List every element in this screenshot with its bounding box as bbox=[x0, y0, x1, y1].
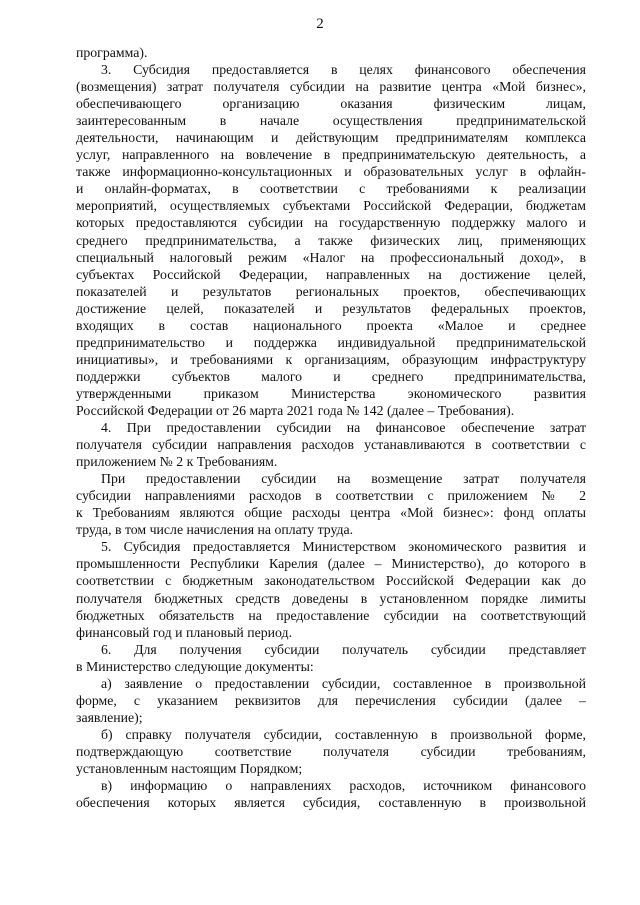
text-line: промышленности Республики Карелия (далее – Министерство), до которого в bbox=[76, 556, 586, 572]
text-line: бюджетных обязательств на предоставление субсидии на соответствующий bbox=[76, 607, 586, 623]
text-line: среднего предпринимательства, а также физических лиц, применяющих bbox=[76, 232, 586, 248]
paragraph bbox=[76, 675, 586, 726]
text-line: соответствии с бюджетным законодательством Российской Федерации как до bbox=[76, 573, 586, 589]
paragraph bbox=[76, 419, 586, 470]
paragraph bbox=[76, 538, 586, 640]
text-line: специальный налоговый режим «Налог на профессиональный доход», в bbox=[76, 249, 586, 265]
text-line: получателя бюджетных средств доведены в установленном порядке лимиты bbox=[76, 590, 586, 606]
text-line: Российской Федерации от 26 марта 2021 года № 142 (далее – Требования). bbox=[76, 402, 515, 418]
text-line: также информационно-консультационных и образовательных услуг в офлайн- bbox=[76, 164, 586, 180]
text-line: получателя субсидии направления расходов устанавливаются в соответствии с bbox=[76, 437, 586, 453]
page-number: 2 bbox=[316, 16, 324, 32]
text-line: обеспечения которых является субсидия, составленную в произвольной bbox=[76, 795, 586, 811]
text-line: входящих в состав национального проекта «Малое и среднее bbox=[76, 317, 586, 333]
text-line: инициативы», и требованиями к организациям, образующим инфраструктуру bbox=[76, 351, 586, 367]
text-line: 3. Субсидия предоставляется в целях финансового обеспечения bbox=[101, 62, 586, 78]
text-line: приложением № 2 к Требованиям. bbox=[76, 454, 278, 470]
text-line: услуг, направленного на вовлечение в предпринимательскую деятельность, а bbox=[76, 147, 586, 163]
text-line: достижение целей, показателей и результатов федеральных проектов, bbox=[76, 300, 586, 316]
text-line: б) справку получателя субсидии, составленную в произвольной форме, bbox=[101, 726, 586, 742]
text-line: программа). bbox=[76, 45, 148, 60]
text-line: 5. Субсидия предоставляется Министерством экономического развития и bbox=[101, 539, 586, 555]
text-line: подтверждающую соответствие получателя субсидии требованиям, bbox=[76, 743, 586, 759]
paragraph bbox=[76, 61, 586, 419]
text-line: труда, в том числе начисления на оплату труда. bbox=[76, 522, 354, 538]
paragraph bbox=[76, 726, 586, 777]
text-line: утвержденными приказом Министерства экономического развития bbox=[76, 385, 586, 401]
paragraph bbox=[76, 641, 586, 675]
text-line: заявление); bbox=[76, 709, 143, 725]
text-line: заинтересованным в начале осуществления предпринимательской bbox=[76, 113, 586, 129]
text-line: а) заявление о предоставлении субсидии, составленное в произвольной bbox=[101, 675, 586, 691]
text-line: предпринимательство и поддержка индивидуальной предпринимательской bbox=[76, 334, 586, 350]
text-line: финансовый год и плановый период. bbox=[76, 624, 293, 640]
text-line: субъектах Российской Федерации, направленных на достижение целей, bbox=[76, 266, 586, 282]
text-line: которых предоставляются субсидии на государственную поддержку малого и bbox=[76, 215, 586, 231]
text-line: 4. При предоставлении субсидии на финансовое обеспечение затрат bbox=[101, 420, 586, 436]
text-line: в Министерство следующие документы: bbox=[76, 658, 314, 674]
text-line: и онлайн-форматах, в соответствии с требованиями к реализации bbox=[76, 181, 586, 197]
text-line: (возмещения) затрат получателя субсидии на развитие центра «Мой бизнес», bbox=[76, 79, 586, 95]
text-line: 6. Для получения субсидии получатель субсидии представляет bbox=[101, 641, 586, 657]
text-line: деятельности, начинающим и действующим предпринимателям комплекса bbox=[76, 130, 586, 146]
paragraph bbox=[76, 777, 586, 811]
text-line: обеспечивающего организацию оказания физическим лицам, bbox=[76, 96, 586, 112]
text-line: форме, с указанием реквизитов для перечисления субсидии (далее – bbox=[76, 692, 586, 708]
text-line: При предоставлении субсидии на возмещение затрат получателя bbox=[101, 471, 586, 487]
text-line: показателей и результатов региональных проектов, обеспечивающих bbox=[76, 283, 586, 299]
text-line: поддержки субъектов малого и среднего предпринимательства, bbox=[76, 368, 586, 384]
text-line: установленным настоящим Порядком; bbox=[76, 760, 303, 776]
text-line: мероприятий, осуществляемых субъектами Российской Федерации, бюджетам bbox=[76, 198, 586, 214]
paragraph bbox=[76, 470, 586, 538]
text-line: субсидии направлениями расходов в соответствии с приложением № 2 bbox=[76, 488, 586, 504]
paragraph bbox=[76, 44, 586, 61]
document-body bbox=[76, 44, 586, 811]
text-line: в) информацию о направлениях расходов, источником финансового bbox=[101, 778, 586, 794]
text-line: к Требованиям являются общие расходы центра «Мой бизнес»: фонд оплаты bbox=[76, 505, 586, 521]
